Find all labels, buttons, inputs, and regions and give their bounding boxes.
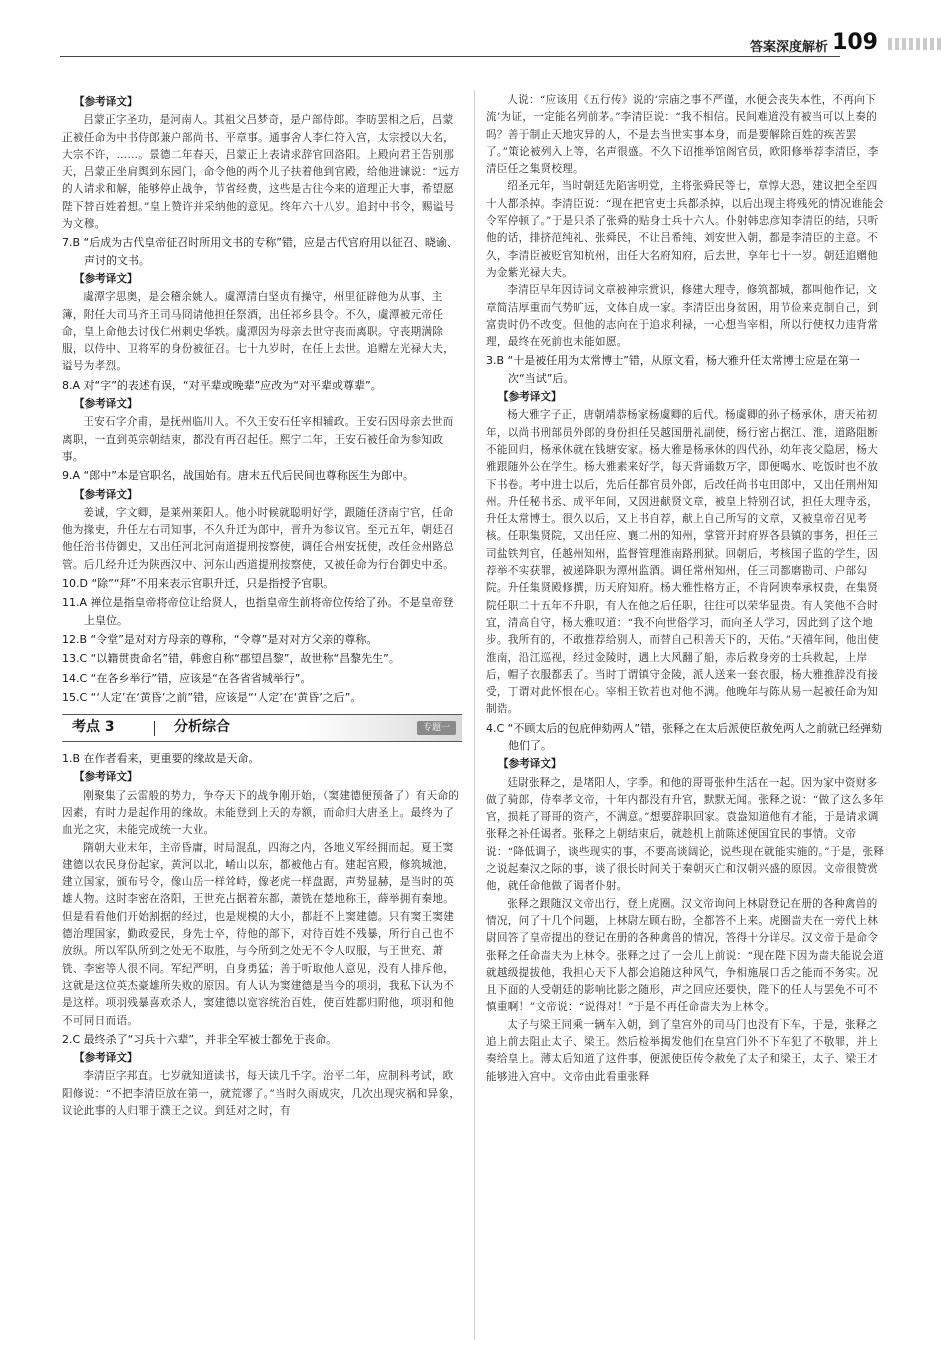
answer-item: 12.B “令堂”是对对方母亲的尊称，“令尊”是对对方父亲的尊称。 [62, 632, 378, 646]
ref-heading: 【参考译文】 [498, 758, 562, 771]
answer-item: 7.B “后成为古代皇帝征召时所用文书的专称”错，应是古代官府用以征召、晓谕、声讨的文书。 [62, 236, 458, 267]
translation-paragraph: 李清臣早年因诗词文章被神宗赏识，修建大理寺，修筑都城，都叫他作记，文章简洁厚重而气势旷远，文体自成一家。李清臣出身贫困，用节俭来克制自己，到富贵时仍不改变。但他的志向在于追求利禄，一心想当宰相，所以行使权力违背常理，最终在死前也未能如愿。 [486, 284, 879, 349]
section-label: 考点 3 [72, 719, 115, 736]
section-header [62, 714, 462, 742]
translation-paragraph: 绍圣元年，当时朝廷先陷害明党，主将张舜民等七，章惇大恐，建议把全至四十人都杀掉。李清臣说：“现在把官吏士兵都杀掉，以后出现主将残死的情况谁能会令军停顿了。”于是只杀了张舜的贴身士兵十六人。仆射韩忠彦知李清臣的结，只听他的话，排挤范纯礼、张舜民，不让吕希纯、刘安世入朝，都是李清臣的主意。不久，李清臣被贬官知杭州，出任大名府知府，后去世，享年七十一岁。朝廷追赠他为金紫光禄大夫。 [486, 180, 884, 279]
translation-paragraph: 刚聚集了云雷般的势力，争夺天下的战争刚开始，（窦建德便预备了）有天命的因素，有时力是起作用的缘故。未能登到上天的寿额，而命归大唐圣上。最终为了血光之灾，未能完成统一大业。 [62, 789, 460, 837]
translation-paragraph: 张释之跟随汉文帝出行，登上虎圈。汉文帝询问上林尉登记在册的各种禽兽的情况，问了十几个问题，上林尉左顾右盼，全都答不上来。虎圈啬夫在一旁代上林尉回答了皇帝提出的登记在册的各种禽兽的情况，答得十分详尽。汉文帝于是命令张释之任命啬夫为上林令。张释之过了一会儿上前说：“现在陛下因为啬夫能说会道就越级提拔他，我担心天下人都会追随这种风气，争相施展口舌之能而不务实。况且下面的人受朝廷的影响比影之随形，声之回应还要快，陛下的任人与罢免不可不慎重啊！”文帝说：“说得对！”于是不再任命啬夫为上林令。 [486, 897, 884, 1014]
right-column [486, 92, 886, 1086]
answer-item: 3.B “十是被任用为太常博士”错，从原文看，杨大雅升任太常博士应是在第一次“当试”后。 [486, 354, 860, 385]
answer-item: 14.C “在各乡举行”错，应该是“在各省省城举行”。 [62, 671, 312, 685]
ref-heading: 【参考译文】 [74, 771, 138, 784]
translation-paragraph: 隋朝大业末年，主帝昏庸，时局混乱，四海之内，各地义军经拥而起。夏王窦建德以农民身份起家，黄河以北，崤山以东，都被他占有。建起宫殿，修筑城池，建立国家，颁布号令，像山岳一样耸峙，像老虎一样盘踞，声势显赫，是当时的英雄人物。这时李密在洛阳，王世充占据着东都，萧铣在楚地称王，薛举拥有秦地。但是看看他们开始割据的经过，也是规模的大小，都赶不上窦建德。只有窦王窦建德治理国家，勤政爱民，身先士卒，待他的部下，对待百姓不残暴，所行自己也不放纵。所以军队所到之处无不取胜，与今所到之处无不令人叹服，与王世充、萧铣、李密等人很不同。军纪严明，自身勇猛；善于听取他人意见，没有人排斥他，这就是这位英杰豪雄所失败的原因。有人认为窦建德是当今的项羽，我私下认为不是这样。项羽残暴喜欢杀人，窦建德以宽容统治百姓，使百姓都归附他，项羽和他不可同日而语。 [62, 841, 455, 1027]
header-title: 答案深度解析 [749, 40, 828, 55]
ref-heading: 【参考译文】 [74, 488, 138, 501]
answer-item: 15.C “‘人定’在‘黄昏’之前”错，应该是“‘人定’在‘黄昏’之后”。 [62, 690, 362, 704]
translation-paragraph: 吕蒙正字圣功，是河南人。其祖父吕梦奇，是户部侍郎。李昉罢相之后，吕蒙正被任命为中书侍郎兼户部尚书、平章事。通事舍人李仁符入宫，太宗授以大名，大宗不许，……。景德二年春天，吕蒙正上表请求辞官回洛阳。上殿向君王告别那天，吕蒙正坐肩舆到东园门，命令他的两个儿子扶着他到官殿，给他进谏说：“远方的人请求和解，能够停止战争，节省经费，这些是古往今来的道理正大事，希望愿陛下替百姓着想。”皇上赞许并采纳他的意见。终年六十八岁。追封中书令，赐谥号为文穆。 [62, 114, 460, 231]
translation-paragraph: 杨大雅字子正，唐朝靖恭杨家杨虞卿的后代。杨虞卿的孙子杨承休，唐天祐初年，以尚书刑部员外郎的身份担任吴越国册礼副使，杨行密占据江、淮，道路阻断不能回归，杨承休就在钱塘安家。杨大雅是杨承休的四代孙，幼年丧父隐居，杨大雅跟随外公在学生。杨大雅素来好学，每天背诵数万字，即便喝水、吃饭时也不放下书卷。考中进士以后，先后任都官员外郎，后改任尚书屯田郎中，又出任荆州知州。升任秘书丞、成平年间，又因进献贤文章，被皇上特别召试，担任大理寺丞，升任太常博士。很久以后，又上书自荐，献上自己所写的文章，又被皇帝召见考核。任职集贤院，又出任应、襄二州的知州，掌管开封府界各县镇的事务，担任三司盐铁判官，任越州知州，监督管理淮南路刑狱。回朝后，考核国子监的学生，因荐举不实获罪，被递降职为潭州监酒。调任常州知州，任三司都磨勘司、户部勾院。升任集贤殿修撰，历天府知府。杨大雅性格方正，不肯阿谀奉承权贵，在集贤院任职二十五年不升职，有人在他之后任职，往往可以荣华显贵。有人笑他不合时宜，清高自守，杨大雅叹道：“我不向世俗学习，而向圣人学习，因此到了这个地步。我所有的，不敢推荐给别人，而替自己积善天下的，天佑。”天禧年间，他出使淮南，沿江巡视，经过金陵时，遇上大风翻了船，赤后救身旁的士兵救起，上岸后，帽子衣服都丢了。当时丁谓镇守金陵，派人送来一套衣服，杨大雅推辞没有接受，丁谓对此怀恨在心。宰相王钦若也对他不满。他晚年与陈从易一起被任命为知制诰。 [486, 409, 879, 716]
answer-item: 4.C “不顾太后的包庇伸劾两人”错，张释之在太后派使臣赦免两人之前就已经弹劾他们了。 [486, 721, 883, 752]
section-separator [154, 721, 155, 736]
translation-paragraph: 姜诚，字文卿，是莱州莱阳人。他小时候就聪明好学，跟随任济南宁官，任命他为掾吏，升任左右司知事，不久升迁为郎中，晋升为参议官。至元五年，朝廷召他任治书侍御史，又出任河北河南道提刑按察使，调任合州安抚使，改任佥州路总管。后几经升迁为陕西汉中、河东山西道提刑按察使，又被任命为行台御史中丞。 [62, 506, 455, 571]
ref-heading: 【参考译文】 [74, 398, 138, 411]
header-decoration [888, 38, 944, 50]
left-column [62, 92, 462, 1120]
translation-paragraph: 李清臣字邦直。七岁就知道读书，每天读几千字。治平二年，应制科考试，欧阳修说：“不把李清臣放在第一，就荒谬了。”当时久雨成灾，几次出现灾祸和异象，议论此事的人归罪于濮王之议。到廷对之时，有 [62, 1070, 461, 1118]
ref-heading: 【参考译文】 [498, 391, 562, 404]
translation-paragraph: 廷尉张释之，是堵阳人，字季。和他的哥哥张仲生活在一起。因为家中资财多做了骑郎，侍奉孝文帝，十年内都没有升官，默默无闻。张释之说：“做了这么多年官，损耗了哥哥的资产，不满意。”想要辞职回家。袁盎知道他有才能，于是请求调张释之补任谒者。张释之上朝结束后，就趁机上前陈述便国宜民的事情。文帝说：“降低调子，谈些现实的事，不要高谈阔论，说些现在就能实施的。”于是，张释之说起秦汉之际的事，谈了很长时间关于秦朝灭亡和汉朝兴盛的原因。文帝很赞赏他，就任命他做了谒者仆射。 [486, 776, 885, 893]
answer-item: 9.A “郎中”本是官职名，战国始有。唐末五代后民间也尊称医生为郎中。 [62, 469, 414, 483]
translation-paragraph: 人说：“应该用《五行传》说的‘宗庙之事不严谨，水便会丧失本性，不再向下流’为证，一定能名列前茅。”李清臣说：“我不相信。民间难道没有被当可以上奏的吗？善于制止天地灾异的人，不是去当世实事本身，而是要解除百姓的疾苦罢了。”策论被列入上等，名声很盛。不久下诏推举馆阁官员，欧阳修举荐李清臣，李清臣任之集贤校理。 [486, 94, 879, 176]
translation-paragraph: 太子与梁王同乘一辆车入朝，到了皇宫外的司马门也没有下车，于是，张释之追上前去阻止太子、梁王。然后检举揭发他们在皇宫门外不下车犯了不敬罪，并上奏给皇上。薄太后知道了这件事，便派使臣传令赦免了太子和梁王，太子、梁王才能够进入宫中。文帝由此看重张释 [486, 1018, 879, 1083]
answer-item: 2.C 最终杀了“习兵十六辈”，并非全军被士都免于丧命。 [62, 1032, 338, 1046]
section-tag: 专题一 [417, 721, 456, 735]
page-number: 109 [832, 30, 878, 55]
header-rule [60, 56, 840, 57]
ref-heading: 【参考译文】 [74, 1052, 138, 1065]
ref-heading: 【参考译文】 [74, 272, 138, 285]
answer-item: 10.D “除”“拜”不用来表示官职升迁，只是指授予官职。 [62, 577, 335, 591]
answer-item: 13.C “以籍贯贵命名”错，韩愈自称“郡望昌黎”，故世称“昌黎先生”。 [62, 652, 400, 666]
translation-paragraph: 王安石字介甫，是抚州临川人。不久王安石任宰相辅政。王安石因母亲去世而离职，一直到英宗朝结束，都没有再召起任。熙宁二年，王安石被任命为参知政事。 [62, 416, 454, 463]
ref-heading: 【参考译文】 [74, 96, 138, 108]
page-header [0, 0, 950, 62]
answer-item: 8.A 对“字”的表述有误，“对平辈或晚辈”应改为“对平辈或尊辈”。 [62, 378, 382, 392]
translation-paragraph: 虞潭字思奥，是会稽余姚人。虞潭清白坚贞有操守，州里征辟他为从事、主簿，附任大司马齐王司马冏请他担任祭酒，出任祁乡县令。不久，虞潭被元帝任命，皇上命他去讨伐仁州刺史华轶。虞潭因为母亲去世守丧而离职。守丧期满除服，以侍中、卫将军的身份被征召。七十九岁时，在任上去世。追赠左光禄大夫，谥号为孝烈。 [62, 291, 455, 373]
answer-item: 11.A 禅位是指皇帝将帝位让给贤人，也指皇帝生前将帝位传给了孙。不是皇帝登上皇位。 [62, 596, 454, 627]
section-name: 分析综合 [174, 719, 230, 736]
column-divider [474, 90, 475, 1340]
answer-item: 1.B 在作者看来，更重要的缘故是天命。 [62, 752, 260, 766]
